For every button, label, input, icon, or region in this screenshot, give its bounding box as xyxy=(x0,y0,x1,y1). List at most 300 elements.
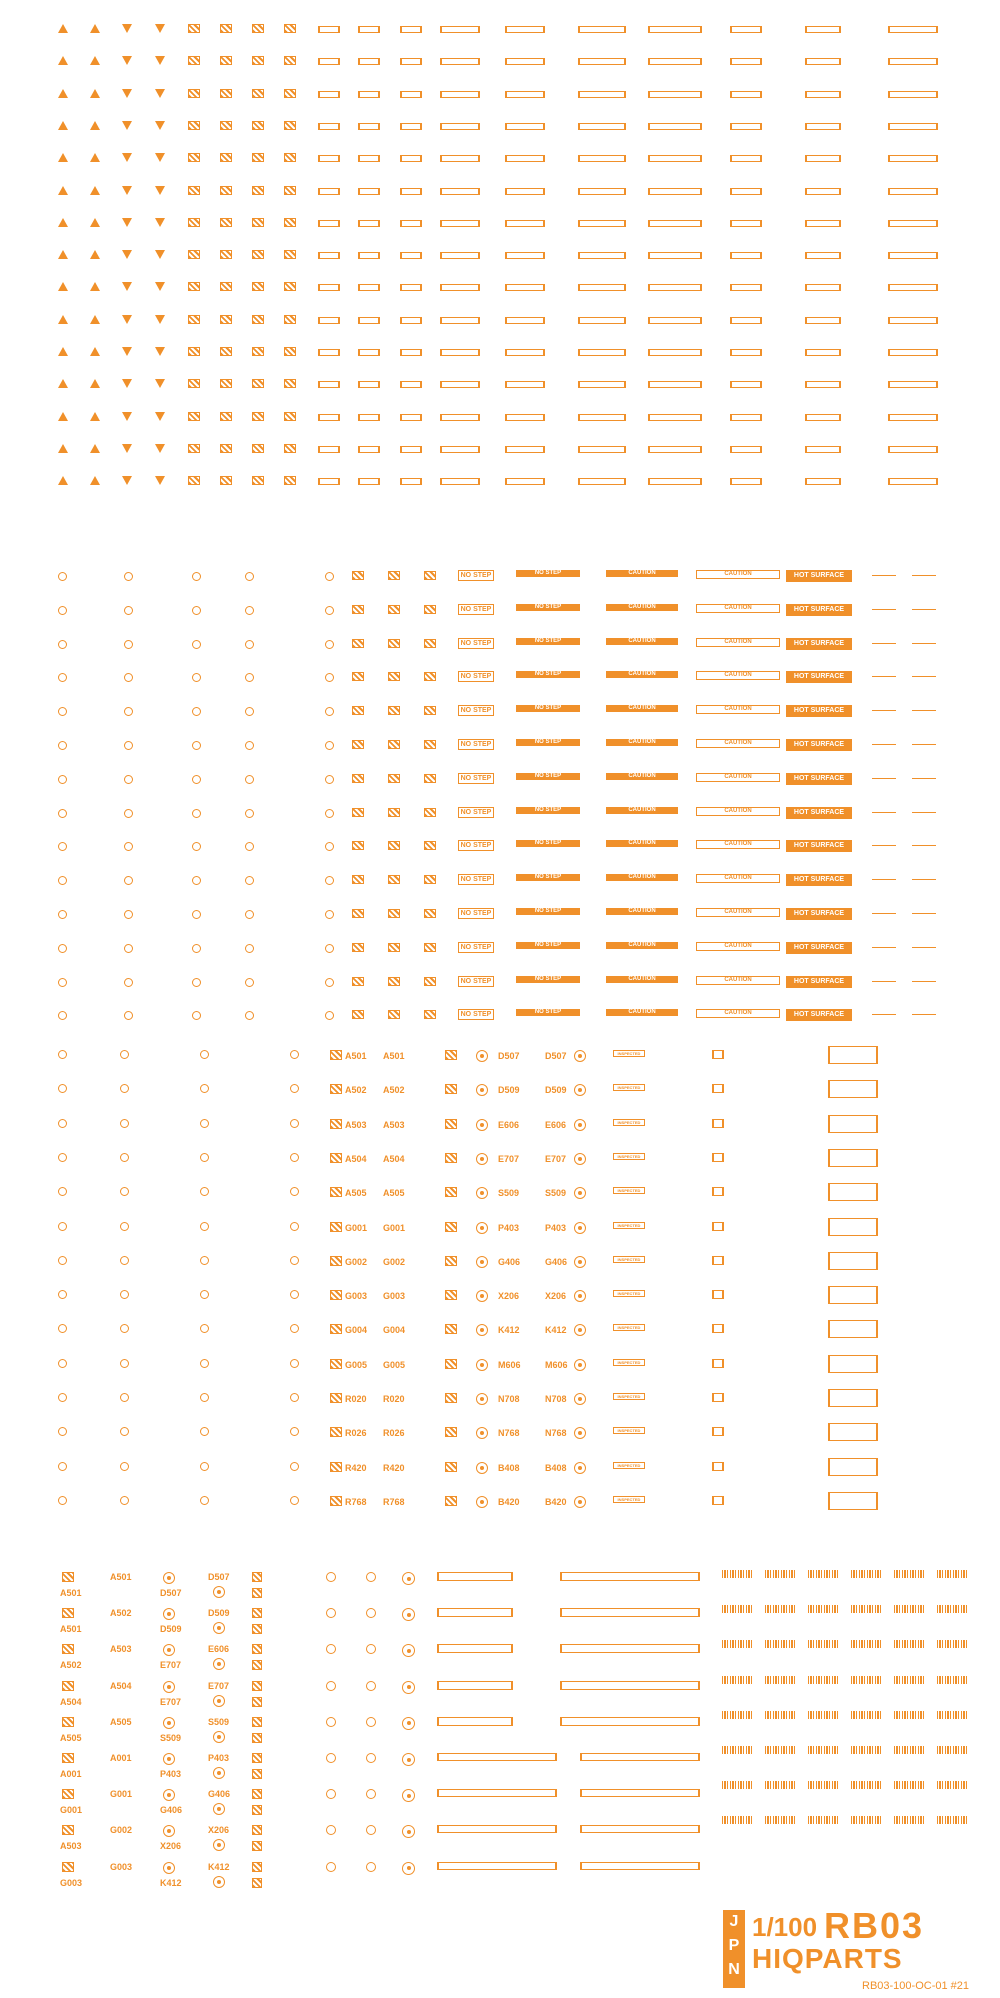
hazard-stripe xyxy=(330,1324,342,1334)
port-ring-icon xyxy=(120,1050,129,1059)
part-code: E606 xyxy=(545,1119,567,1130)
stripe-line xyxy=(912,643,936,644)
hot-surface-label: HOT SURFACE xyxy=(786,942,852,954)
part-label-bracket xyxy=(648,155,702,162)
warning-triangle-icon xyxy=(58,347,68,356)
hazard-stripe xyxy=(188,186,200,195)
port-ring-icon xyxy=(476,1187,488,1199)
port-ring-icon xyxy=(326,1862,336,1872)
warning-triangle-icon xyxy=(122,153,132,162)
part-label-bracket xyxy=(440,188,480,195)
port-ring-icon xyxy=(124,809,133,818)
part-label-bracket xyxy=(828,1389,878,1407)
caution-label: CAUTION xyxy=(696,874,780,883)
hazard-stripe xyxy=(252,1862,262,1872)
part-label-bracket xyxy=(440,446,480,453)
part-label-bracket xyxy=(712,1427,724,1436)
warning-triangle-icon xyxy=(122,315,132,324)
barcode-strip xyxy=(851,1605,881,1613)
part-label-bracket xyxy=(560,1608,700,1617)
part-code: G002 xyxy=(383,1256,406,1267)
caution-label: CAUTION xyxy=(696,638,780,647)
caution-label: CAUTION xyxy=(696,570,780,579)
part-label-bracket xyxy=(805,58,841,65)
part-label-bracket xyxy=(400,349,422,356)
hazard-stripe xyxy=(284,153,296,162)
inspected-label: INSPECTED xyxy=(613,1290,645,1297)
part-label-bracket xyxy=(888,252,938,259)
barcode-strip xyxy=(937,1605,967,1613)
part-code: G004 xyxy=(345,1325,368,1336)
barcode-strip xyxy=(765,1640,795,1648)
port-ring-icon xyxy=(476,1290,488,1302)
part-code: S509 xyxy=(545,1188,567,1199)
warning-triangle-icon xyxy=(155,444,165,453)
hazard-stripe xyxy=(445,1222,457,1232)
stripe-line xyxy=(872,879,896,880)
part-code: R026 xyxy=(383,1428,405,1439)
caution-bar: CAUTION xyxy=(606,638,678,645)
part-code: P403 xyxy=(208,1753,230,1763)
part-code: E707 xyxy=(545,1153,567,1164)
port-ring-icon xyxy=(58,1324,67,1333)
port-ring-icon xyxy=(58,809,67,818)
part-label-bracket xyxy=(400,123,422,130)
port-ring-icon xyxy=(402,1681,415,1694)
no-step-label: NO STEP xyxy=(458,807,494,818)
part-label-bracket xyxy=(560,1572,700,1581)
barcode-strip xyxy=(722,1746,752,1754)
part-code: R768 xyxy=(383,1496,405,1507)
part-label-bracket xyxy=(440,155,480,162)
port-ring-icon xyxy=(290,1119,299,1128)
port-ring-icon xyxy=(326,1825,336,1835)
stripe-line xyxy=(872,913,896,914)
port-ring-icon xyxy=(290,1462,299,1471)
hazard-stripe xyxy=(284,412,296,421)
port-ring-icon xyxy=(476,1222,488,1234)
warning-triangle-icon xyxy=(122,56,132,65)
port-ring-icon xyxy=(124,707,133,716)
part-code: G001 xyxy=(60,1805,83,1816)
hot-surface-label: HOT SURFACE xyxy=(786,739,852,751)
part-code: A504 xyxy=(345,1153,367,1164)
part-label-bracket xyxy=(505,381,545,388)
port-ring-icon xyxy=(58,1011,67,1020)
part-code: N708 xyxy=(545,1394,567,1404)
caution-label: CAUTION xyxy=(696,604,780,613)
part-code: A502 xyxy=(383,1085,405,1096)
part-label-bracket xyxy=(712,1290,724,1299)
part-label-bracket xyxy=(318,381,340,388)
port-ring-icon xyxy=(366,1608,376,1618)
barcode-strip xyxy=(722,1570,752,1578)
part-code: S509 xyxy=(160,1732,182,1743)
hazard-stripe xyxy=(188,315,200,324)
hazard-stripe xyxy=(445,1050,457,1060)
caution-bar: CAUTION xyxy=(606,773,678,780)
barcode-strip xyxy=(808,1816,838,1824)
port-ring-icon xyxy=(402,1717,415,1730)
hazard-stripe xyxy=(352,774,364,783)
part-code: A503 xyxy=(110,1644,132,1655)
port-ring-icon xyxy=(574,1496,586,1508)
hazard-stripe xyxy=(220,89,232,98)
hot-surface-label: HOT SURFACE xyxy=(786,638,852,650)
port-ring-icon xyxy=(366,1681,376,1691)
hot-surface-label: HOT SURFACE xyxy=(786,874,852,886)
stripe-line xyxy=(872,643,896,644)
hazard-stripe xyxy=(188,121,200,130)
part-code: K412 xyxy=(545,1325,567,1336)
part-label-bracket xyxy=(437,1825,557,1833)
logo-region-letter-n: N xyxy=(728,1961,740,1978)
part-label-bracket xyxy=(358,155,380,162)
port-ring-icon xyxy=(245,640,254,649)
part-label-bracket xyxy=(805,123,841,130)
hazard-stripe xyxy=(220,412,232,421)
part-label-bracket xyxy=(505,220,545,227)
port-ring-icon xyxy=(213,1876,225,1888)
part-label-bracket xyxy=(358,91,380,98)
part-label-bracket xyxy=(580,1825,700,1833)
port-ring-icon xyxy=(58,1222,67,1231)
part-code: R420 xyxy=(383,1462,405,1473)
port-ring-icon xyxy=(124,640,133,649)
part-label-bracket xyxy=(358,26,380,33)
part-label-bracket xyxy=(828,1080,878,1098)
port-ring-icon xyxy=(192,1011,201,1020)
part-label-bracket xyxy=(440,123,480,130)
port-ring-icon xyxy=(163,1717,175,1729)
hazard-stripe xyxy=(352,706,364,715)
warning-triangle-icon xyxy=(155,250,165,259)
barcode-strip xyxy=(937,1781,967,1789)
port-ring-icon xyxy=(326,1644,336,1654)
barcode-strip xyxy=(894,1570,924,1578)
hazard-stripe xyxy=(62,1717,74,1727)
no-step-bar: NO STEP xyxy=(516,638,580,645)
port-ring-icon xyxy=(290,1222,299,1231)
barcode-strip xyxy=(808,1781,838,1789)
logo-series: RB03 xyxy=(824,1905,925,1946)
stripe-line xyxy=(872,744,896,745)
part-label-bracket xyxy=(730,188,762,195)
inspected-label: INSPECTED xyxy=(613,1462,645,1469)
part-label-bracket xyxy=(440,349,480,356)
no-step-label: NO STEP xyxy=(458,570,494,581)
warning-triangle-icon xyxy=(58,379,68,388)
part-label-bracket xyxy=(560,1681,700,1690)
part-label-bracket xyxy=(648,317,702,324)
port-ring-icon xyxy=(245,876,254,885)
port-ring-icon xyxy=(290,1290,299,1299)
part-label-bracket xyxy=(828,1218,878,1236)
part-label-bracket xyxy=(318,284,340,291)
part-code: M606 xyxy=(498,1359,521,1370)
hazard-stripe xyxy=(352,875,364,884)
hazard-stripe xyxy=(284,121,296,130)
port-ring-icon xyxy=(120,1324,129,1333)
part-code: G003 xyxy=(345,1291,368,1302)
part-label-bracket xyxy=(730,220,762,227)
part-label-bracket xyxy=(440,284,480,291)
part-code: E707 xyxy=(208,1680,230,1691)
part-label-bracket xyxy=(578,91,626,98)
hazard-stripe xyxy=(252,1841,262,1851)
part-code: B420 xyxy=(498,1496,520,1507)
warning-triangle-icon xyxy=(90,186,100,195)
part-code: B420 xyxy=(545,1496,567,1507)
hazard-stripe xyxy=(330,1222,342,1232)
part-code: G003 xyxy=(60,1877,83,1888)
hazard-stripe xyxy=(188,476,200,485)
barcode-strip xyxy=(722,1816,752,1824)
port-ring-icon xyxy=(290,1050,299,1059)
part-code: E707 xyxy=(498,1153,520,1164)
part-label-bracket xyxy=(400,381,422,388)
warning-triangle-icon xyxy=(122,89,132,98)
part-label-bracket xyxy=(578,220,626,227)
port-ring-icon xyxy=(58,606,67,615)
hazard-stripe xyxy=(188,282,200,291)
hazard-stripe xyxy=(284,315,296,324)
hazard-stripe xyxy=(252,1769,262,1779)
port-ring-icon xyxy=(476,1256,488,1268)
warning-triangle-icon xyxy=(155,89,165,98)
warning-triangle-icon xyxy=(58,186,68,195)
port-ring-icon xyxy=(325,707,334,716)
part-label-bracket xyxy=(888,478,938,485)
port-ring-icon xyxy=(290,1324,299,1333)
port-ring-icon xyxy=(192,876,201,885)
part-label-bracket xyxy=(358,284,380,291)
port-ring-icon xyxy=(58,1462,67,1471)
hazard-stripe xyxy=(220,121,232,130)
barcode-strip xyxy=(765,1816,795,1824)
port-ring-icon xyxy=(476,1084,488,1096)
inspected-label: INSPECTED xyxy=(613,1187,645,1194)
part-label-bracket xyxy=(888,414,938,421)
port-ring-icon xyxy=(124,944,133,953)
warning-triangle-icon xyxy=(58,218,68,227)
part-code: M606 xyxy=(545,1359,568,1370)
port-ring-icon xyxy=(120,1393,129,1402)
hazard-stripe xyxy=(220,186,232,195)
warning-triangle-icon xyxy=(122,476,132,485)
part-code: G002 xyxy=(345,1256,368,1267)
no-step-bar: NO STEP xyxy=(516,976,580,983)
warning-triangle-icon xyxy=(90,412,100,421)
port-ring-icon xyxy=(58,876,67,885)
port-ring-icon xyxy=(574,1462,586,1474)
hot-surface-label: HOT SURFACE xyxy=(786,705,852,717)
part-label-bracket xyxy=(648,252,702,259)
caution-bar: CAUTION xyxy=(606,908,678,915)
part-label-bracket xyxy=(805,252,841,259)
port-ring-icon xyxy=(213,1586,225,1598)
part-label-bracket xyxy=(712,1050,724,1059)
port-ring-icon xyxy=(476,1119,488,1131)
inspected-label: INSPECTED xyxy=(613,1119,645,1126)
part-label-bracket xyxy=(648,26,702,33)
hazard-stripe xyxy=(220,250,232,259)
port-ring-icon xyxy=(476,1359,488,1371)
caution-bar: CAUTION xyxy=(606,671,678,678)
barcode-strip xyxy=(851,1816,881,1824)
part-code: A504 xyxy=(383,1153,405,1164)
part-label-bracket xyxy=(730,446,762,453)
part-code: G406 xyxy=(498,1256,521,1267)
part-label-bracket xyxy=(440,26,480,33)
part-code: D509 xyxy=(545,1085,567,1096)
port-ring-icon xyxy=(120,1462,129,1471)
part-label-bracket xyxy=(318,26,340,33)
hazard-stripe xyxy=(424,706,436,715)
port-ring-icon xyxy=(120,1153,129,1162)
hazard-stripe xyxy=(424,909,436,918)
part-code: A505 xyxy=(345,1188,367,1199)
part-code: N768 xyxy=(498,1428,520,1439)
port-ring-icon xyxy=(245,572,254,581)
port-ring-icon xyxy=(200,1119,209,1128)
port-ring-icon xyxy=(476,1050,488,1062)
hazard-stripe xyxy=(388,909,400,918)
part-label-bracket xyxy=(648,349,702,356)
part-code: A503 xyxy=(345,1119,367,1130)
warning-triangle-icon xyxy=(90,218,100,227)
stripe-line xyxy=(872,845,896,846)
hazard-stripe xyxy=(330,1427,342,1437)
port-ring-icon xyxy=(58,572,67,581)
port-ring-icon xyxy=(192,707,201,716)
caution-label: CAUTION xyxy=(696,739,780,748)
port-ring-icon xyxy=(326,1681,336,1691)
hazard-stripe xyxy=(388,605,400,614)
port-ring-icon xyxy=(200,1050,209,1059)
part-code: P403 xyxy=(160,1769,182,1779)
no-step-bar: NO STEP xyxy=(516,671,580,678)
port-ring-icon xyxy=(192,809,201,818)
barcode-strip xyxy=(937,1570,967,1578)
hot-surface-label: HOT SURFACE xyxy=(786,671,852,683)
part-code: P403 xyxy=(498,1222,520,1233)
part-code: R026 xyxy=(345,1428,367,1439)
part-label-bracket xyxy=(560,1644,700,1653)
part-code: P403 xyxy=(545,1222,567,1233)
warning-triangle-icon xyxy=(58,56,68,65)
hazard-stripe xyxy=(330,1153,342,1163)
part-code: A504 xyxy=(60,1696,82,1707)
warning-triangle-icon xyxy=(155,379,165,388)
part-label-bracket xyxy=(400,446,422,453)
port-ring-icon xyxy=(200,1393,209,1402)
part-code: S509 xyxy=(498,1188,520,1199)
warning-triangle-icon xyxy=(155,315,165,324)
barcode-strip xyxy=(851,1711,881,1719)
hazard-stripe xyxy=(445,1462,457,1472)
part-label-bracket xyxy=(578,26,626,33)
part-label-bracket xyxy=(648,381,702,388)
part-label-bracket xyxy=(437,1572,513,1581)
port-ring-icon xyxy=(120,1427,129,1436)
part-label-bracket xyxy=(805,188,841,195)
no-step-label: NO STEP xyxy=(458,976,494,987)
part-label-bracket xyxy=(648,414,702,421)
part-label-bracket xyxy=(318,220,340,227)
port-ring-icon xyxy=(402,1753,415,1766)
part-label-bracket xyxy=(440,381,480,388)
part-label-bracket xyxy=(648,123,702,130)
part-label-bracket xyxy=(318,252,340,259)
no-step-label: NO STEP xyxy=(458,604,494,615)
hazard-stripe xyxy=(252,218,264,227)
stripe-line xyxy=(912,710,936,711)
port-ring-icon xyxy=(574,1050,586,1062)
part-label-bracket xyxy=(505,155,545,162)
part-code: A501 xyxy=(60,1588,82,1598)
port-ring-icon xyxy=(325,1011,334,1020)
caution-label: CAUTION xyxy=(696,908,780,917)
port-ring-icon xyxy=(120,1222,129,1231)
hazard-stripe xyxy=(424,740,436,749)
port-ring-icon xyxy=(58,910,67,919)
port-ring-icon xyxy=(326,1717,336,1727)
part-code: S509 xyxy=(208,1716,230,1727)
hazard-stripe xyxy=(62,1753,74,1763)
hazard-stripe xyxy=(330,1359,342,1369)
part-label-bracket xyxy=(712,1496,724,1505)
part-code: A001 xyxy=(110,1753,132,1763)
hazard-stripe xyxy=(330,1393,342,1403)
part-label-bracket xyxy=(648,58,702,65)
hazard-stripe xyxy=(352,808,364,817)
stripe-line xyxy=(872,575,896,576)
port-ring-icon xyxy=(213,1622,225,1634)
no-step-label: NO STEP xyxy=(458,638,494,649)
port-ring-icon xyxy=(476,1496,488,1508)
barcode-strip xyxy=(851,1570,881,1578)
port-ring-icon xyxy=(58,842,67,851)
hazard-stripe xyxy=(252,1572,262,1582)
part-code: A501 xyxy=(110,1572,132,1582)
inspected-label: INSPECTED xyxy=(613,1256,645,1263)
hazard-stripe xyxy=(352,639,364,648)
part-label-bracket xyxy=(358,58,380,65)
part-code: D507 xyxy=(545,1051,567,1061)
port-ring-icon xyxy=(200,1256,209,1265)
part-label-bracket xyxy=(888,446,938,453)
warning-triangle-icon xyxy=(155,186,165,195)
hazard-stripe xyxy=(330,1084,342,1094)
port-ring-icon xyxy=(325,978,334,987)
no-step-label: NO STEP xyxy=(458,739,494,750)
hazard-stripe xyxy=(252,1789,262,1799)
port-ring-icon xyxy=(58,1119,67,1128)
part-label-bracket xyxy=(440,478,480,485)
hazard-stripe xyxy=(220,282,232,291)
part-label-bracket xyxy=(318,446,340,453)
barcode-strip xyxy=(894,1640,924,1648)
part-code: X206 xyxy=(545,1291,567,1302)
hazard-stripe xyxy=(188,347,200,356)
part-code: A501 xyxy=(383,1051,405,1061)
hazard-stripe xyxy=(445,1290,457,1300)
hazard-stripe xyxy=(330,1050,342,1060)
hazard-stripe xyxy=(445,1427,457,1437)
hazard-stripe xyxy=(284,186,296,195)
warning-triangle-icon xyxy=(58,444,68,453)
